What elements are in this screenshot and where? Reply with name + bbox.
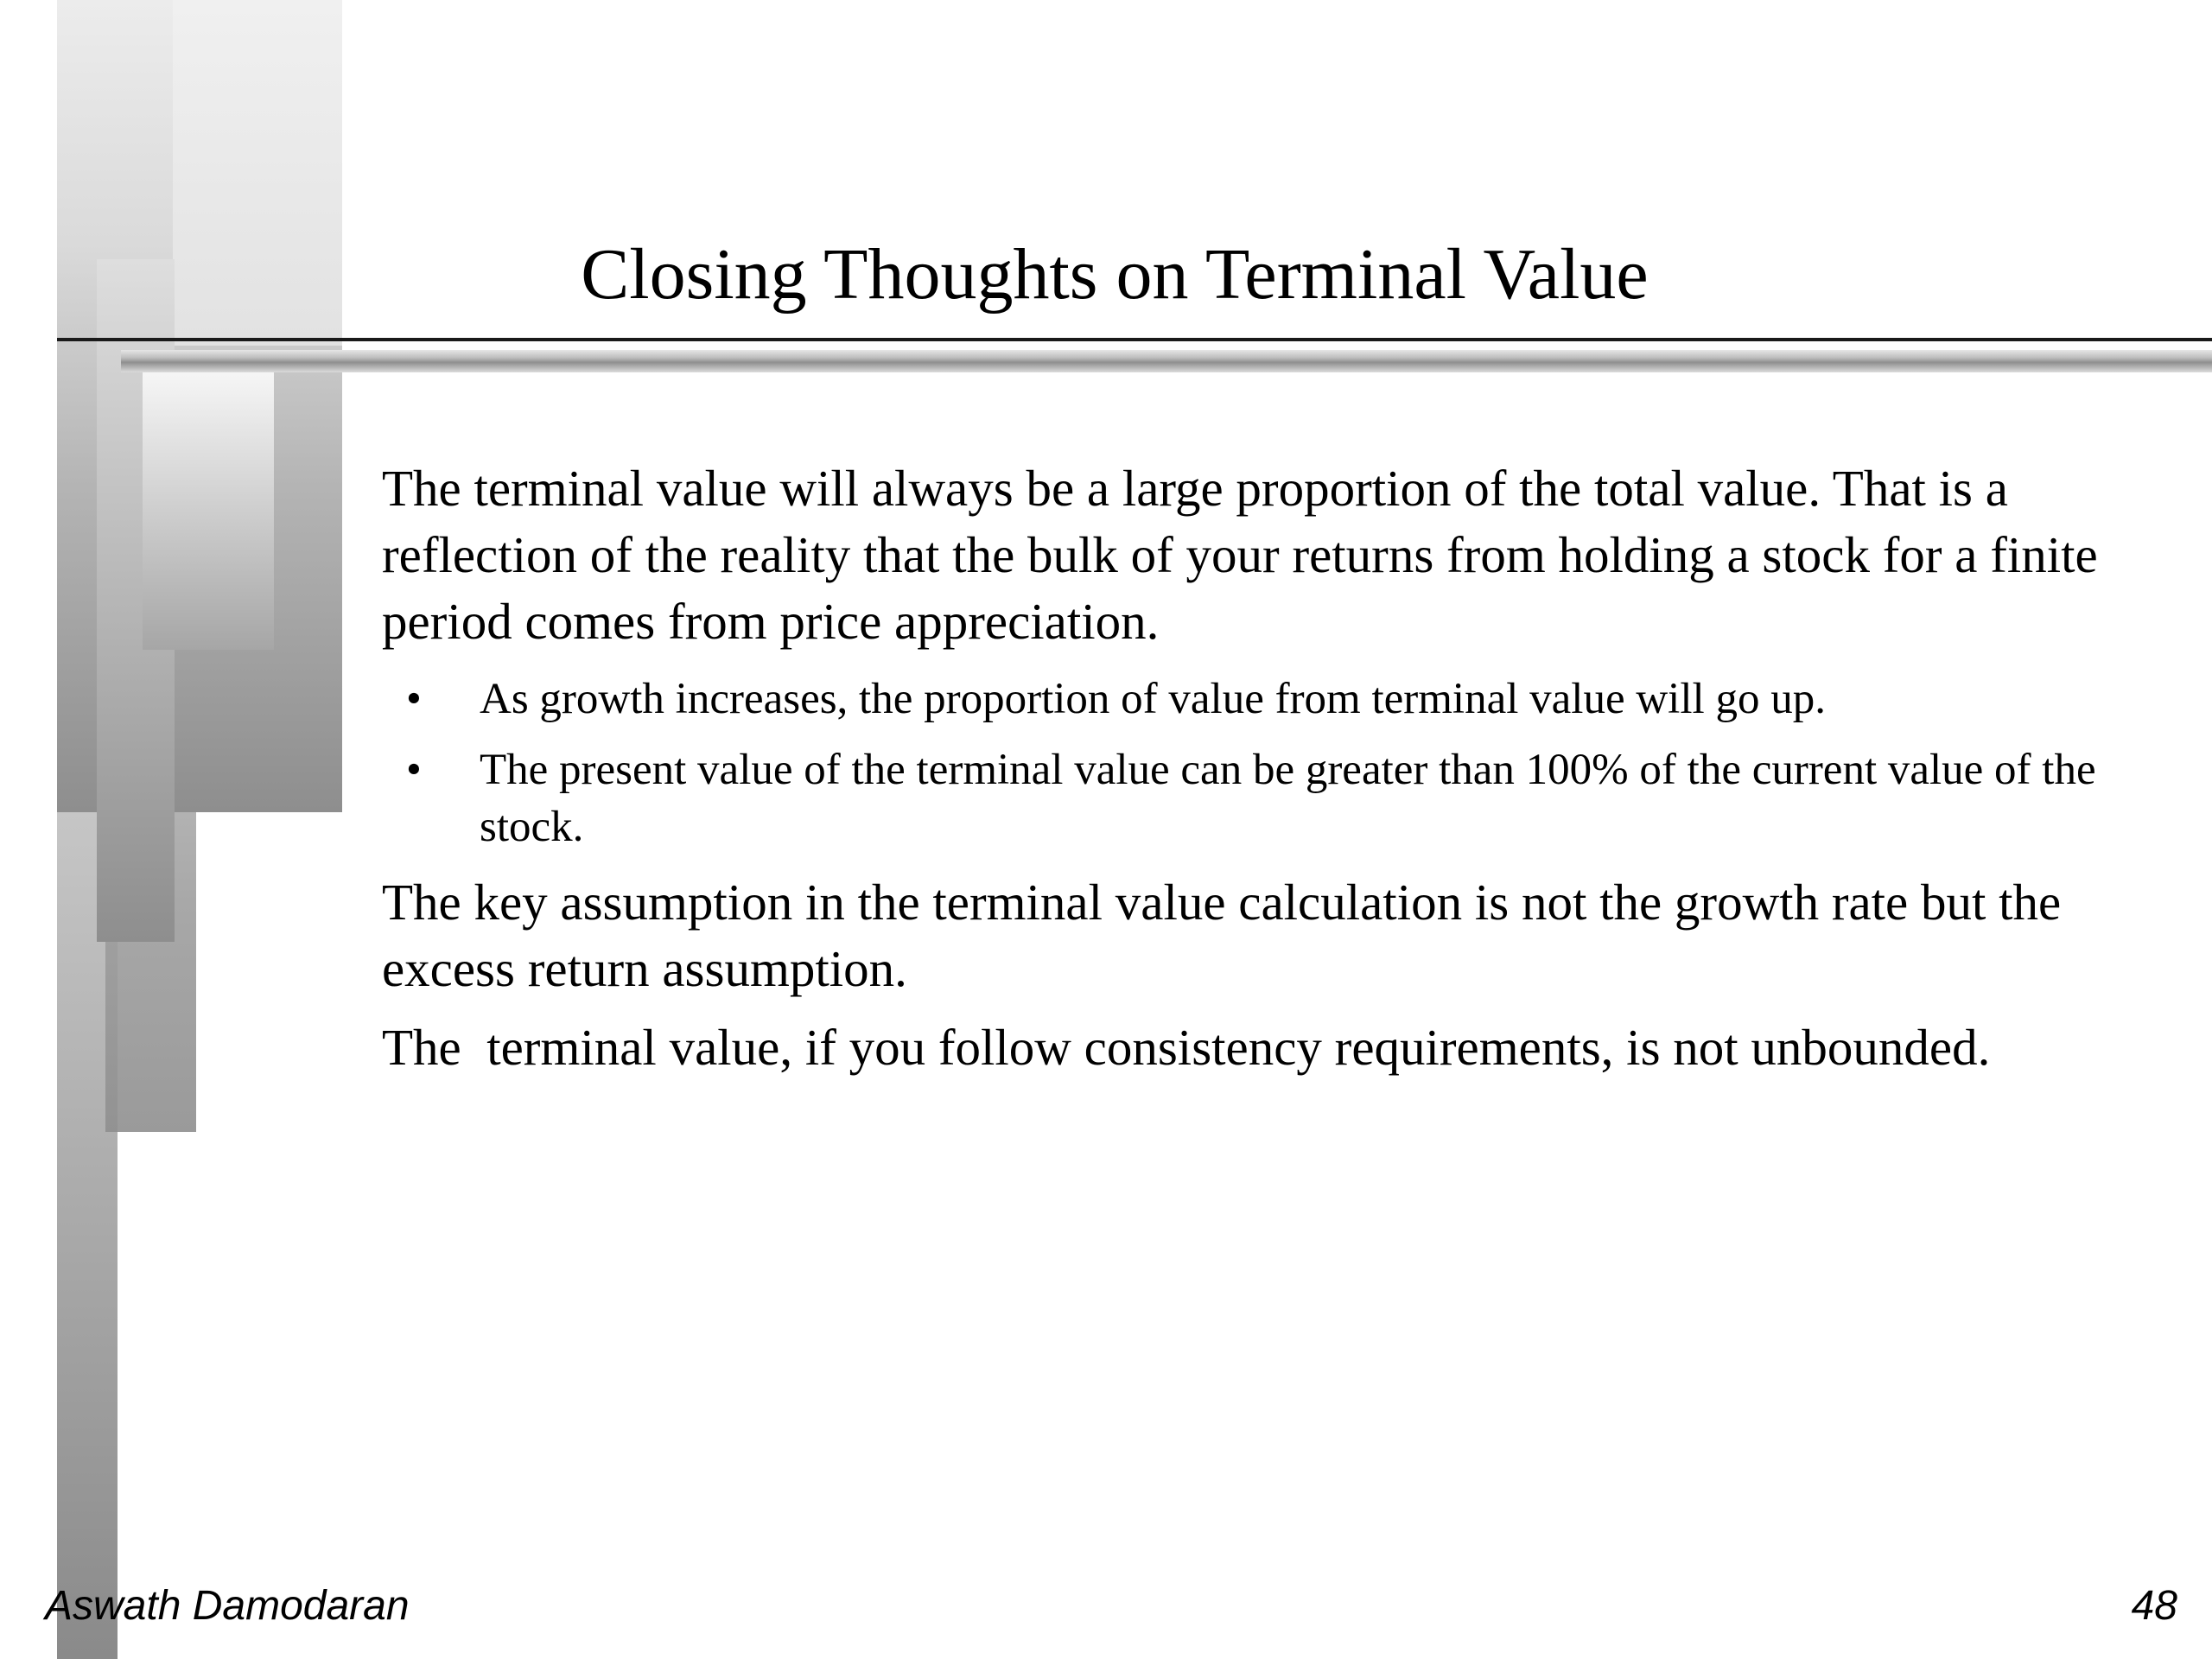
title-divider xyxy=(57,338,2212,341)
bullet-item xyxy=(382,741,2145,855)
title-divider-bar xyxy=(121,350,2212,372)
bullet-list xyxy=(382,671,2145,855)
slide-body xyxy=(382,455,2145,1093)
page-number: 48 xyxy=(2131,1583,2177,1629)
decorative-bar xyxy=(143,372,274,650)
bullet-text: The present value of the terminal value can be greater than 100% of the current value of the stock. xyxy=(480,746,2096,851)
bullet-icon: • xyxy=(406,746,422,794)
body-paragraph: The terminal value, if you follow consistency requirements, is not unbounded. xyxy=(382,1019,1991,1076)
footer-author: Aswath Damodaran xyxy=(45,1583,410,1629)
bullet-text: As growth increases, the proportion of value from terminal value will go up. xyxy=(480,675,1826,723)
decorative-bar xyxy=(173,0,342,346)
body-paragraph: The key assumption in the terminal value calculation is not the growth rate but the excess return assumption. xyxy=(382,874,2062,997)
slide-title: Closing Thoughts on Terminal Value xyxy=(581,234,1649,315)
body-paragraph: The terminal value will always be a large proportion of the total value. That is a reflection of the reality that the bulk of your returns from holding a stock for a finite period comes from price appreciation. xyxy=(382,460,2098,650)
bullet-item xyxy=(382,671,2145,728)
bullet-icon: • xyxy=(406,675,422,723)
